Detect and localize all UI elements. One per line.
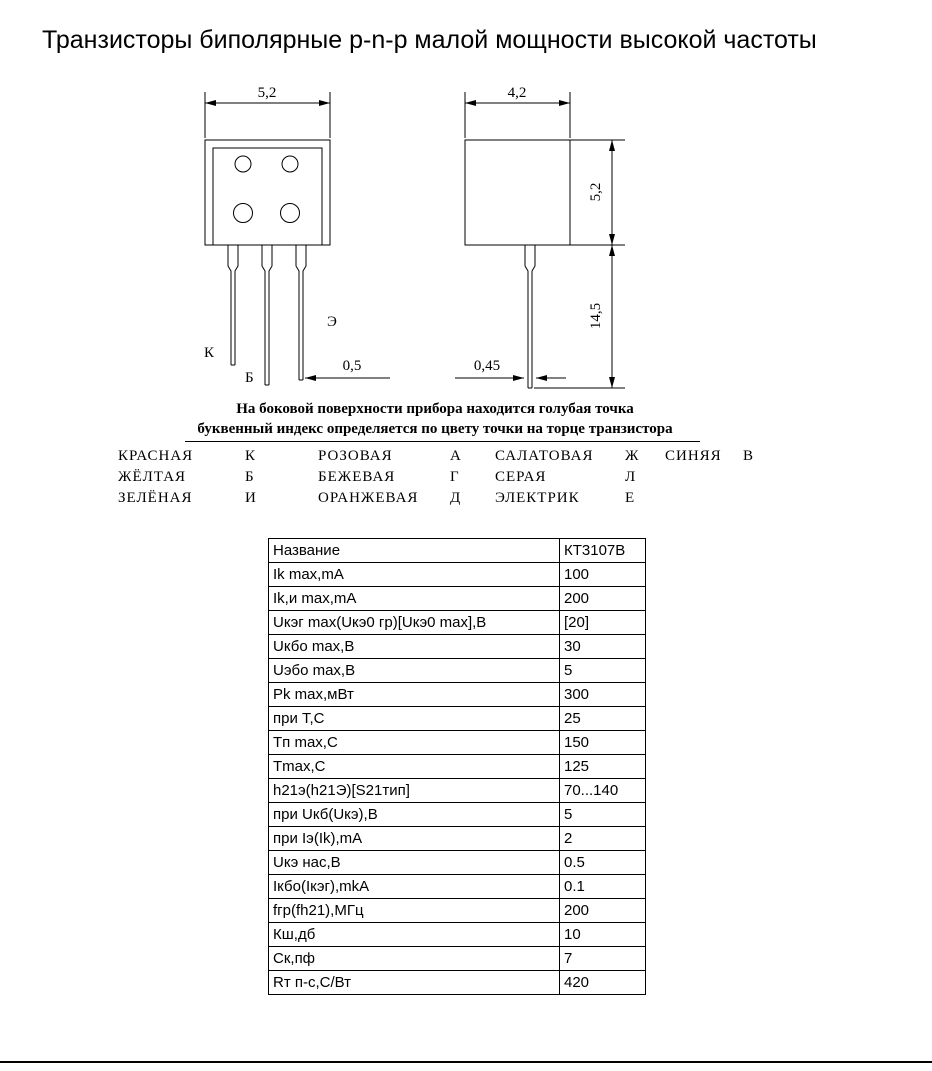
front-body-inner-outline	[213, 148, 322, 245]
param-row	[269, 587, 646, 611]
package-drawings	[0, 78, 932, 408]
side-body-outline	[465, 140, 570, 245]
divider-line	[185, 441, 700, 442]
page-title: Транзисторы биполярные p-n-p малой мощности высокой частоты	[42, 26, 817, 54]
param-value-cell: 125	[560, 755, 646, 779]
param-name-cell: Tп max,C	[269, 731, 560, 755]
param-value-cell: 200	[560, 587, 646, 611]
side-width-dim-label: 4,2	[507, 85, 527, 101]
param-name-cell: Rт п-с,C/Вт	[269, 971, 560, 995]
color-name-cell: БЕЖЕВАЯ	[318, 469, 396, 485]
param-value-cell: 5	[560, 803, 646, 827]
param-name-cell: Pk max,мВт	[269, 683, 560, 707]
param-row	[269, 755, 646, 779]
color-code-row	[118, 448, 790, 469]
color-letter-cell: К	[245, 448, 257, 464]
param-header-value: КТ3107В	[560, 539, 646, 563]
side-lead	[525, 245, 535, 388]
pin-label-base: Б	[245, 370, 254, 386]
color-letter-cell: И	[245, 490, 257, 506]
param-value-cell: 30	[560, 635, 646, 659]
color-letter-cell: Л	[625, 469, 637, 485]
param-row	[269, 827, 646, 851]
color-letter-cell: В	[743, 448, 755, 464]
color-code-body	[118, 448, 790, 511]
pin-label-collector: К	[204, 345, 215, 361]
color-letter-cell	[743, 469, 790, 490]
param-name-cell: Iкбо(Iкэг),mkA	[269, 875, 560, 899]
param-row	[269, 683, 646, 707]
color-name-cell: СИНЯЯ	[665, 448, 722, 464]
param-table-body	[269, 539, 646, 995]
front-width-dim-label: 5,2	[257, 85, 277, 101]
param-header-row	[269, 539, 646, 563]
color-name-cell: РОЗОВАЯ	[318, 448, 393, 464]
param-value-cell: 150	[560, 731, 646, 755]
param-row	[269, 563, 646, 587]
color-name-cell: СЕРАЯ	[495, 469, 547, 485]
color-letter-cell	[743, 490, 790, 511]
param-value-cell: 10	[560, 923, 646, 947]
note-line-2: буквенный индекс определяется по цвету точки на торце транзистора	[197, 421, 673, 437]
param-value-cell: 100	[560, 563, 646, 587]
param-name-cell: Ск,пф	[269, 947, 560, 971]
color-letter-cell: Г	[450, 469, 460, 485]
param-name-cell: Uкэг max(Uкэ0 гр)[Uкэ0 max],B	[269, 611, 560, 635]
param-name-cell: Кш,дб	[269, 923, 560, 947]
param-value-cell: 0.1	[560, 875, 646, 899]
param-row	[269, 875, 646, 899]
param-row	[269, 731, 646, 755]
color-letter-cell: Е	[625, 490, 636, 506]
param-value-cell: 420	[560, 971, 646, 995]
param-name-cell: Ik,и max,mA	[269, 587, 560, 611]
param-row	[269, 947, 646, 971]
color-name-cell	[665, 490, 743, 511]
color-code-row	[118, 469, 790, 490]
color-code-row	[118, 490, 790, 511]
color-letter-cell: Ж	[625, 448, 640, 464]
param-row	[269, 803, 646, 827]
page-bottom-border	[0, 1061, 932, 1063]
param-name-cell: h21э(h21Э)[S21тип]	[269, 779, 560, 803]
color-code-table	[118, 448, 790, 511]
note-line-1: На боковой поверхности прибора находится голубая точка	[236, 401, 634, 417]
color-name-cell: ОРАНЖЕВАЯ	[318, 490, 419, 506]
parameter-table	[268, 538, 646, 995]
param-row	[269, 899, 646, 923]
param-name-cell: Uкбо max,B	[269, 635, 560, 659]
param-value-cell: [20]	[560, 611, 646, 635]
front-lead-collector	[228, 245, 238, 365]
param-name-cell: Uэбо max,B	[269, 659, 560, 683]
param-row	[269, 851, 646, 875]
front-lead-emitter	[296, 245, 306, 380]
param-value-cell: 300	[560, 683, 646, 707]
param-value-cell: 70...140	[560, 779, 646, 803]
param-row	[269, 923, 646, 947]
pin-label-emitter: Э	[327, 314, 337, 330]
param-name-cell: при T,C	[269, 707, 560, 731]
color-letter-cell: Д	[450, 490, 462, 506]
param-name-cell: при Uкб(Uкэ),B	[269, 803, 560, 827]
param-name-cell: Ik max,mA	[269, 563, 560, 587]
side-height-dim-label: 5,2	[588, 182, 604, 202]
color-name-cell: ЖЁЛТАЯ	[118, 469, 187, 485]
param-value-cell: 0.5	[560, 851, 646, 875]
color-name-cell	[665, 469, 743, 490]
param-row	[269, 611, 646, 635]
front-lead-base	[262, 245, 272, 385]
notes-block	[115, 399, 755, 439]
color-name-cell: КРАСНАЯ	[118, 448, 194, 464]
param-row	[269, 635, 646, 659]
param-name-cell: fгр(fh21),МГц	[269, 899, 560, 923]
front-hole-bottom-right	[281, 204, 300, 223]
param-row	[269, 971, 646, 995]
color-letter-cell: А	[450, 448, 462, 464]
param-row	[269, 659, 646, 683]
color-name-cell: САЛАТОВАЯ	[495, 448, 594, 464]
param-name-cell: Tmax,C	[269, 755, 560, 779]
param-value-cell: 7	[560, 947, 646, 971]
param-row	[269, 779, 646, 803]
side-lead-width-dim-label: 0,45	[473, 358, 501, 374]
param-value-cell: 2	[560, 827, 646, 851]
param-name-cell: Uкэ нас,B	[269, 851, 560, 875]
param-value-cell: 200	[560, 899, 646, 923]
param-header-name: Название	[269, 539, 560, 563]
color-name-cell: ЭЛЕКТРИК	[495, 490, 580, 506]
param-value-cell: 5	[560, 659, 646, 683]
param-value-cell: 25	[560, 707, 646, 731]
front-hole-bottom-left	[234, 204, 253, 223]
param-row	[269, 707, 646, 731]
param-name-cell: при Iэ(Ik),mA	[269, 827, 560, 851]
color-name-cell: ЗЕЛЁНАЯ	[118, 490, 193, 506]
side-lead-length-dim-label: 14,5	[588, 302, 604, 330]
color-letter-cell: Б	[245, 469, 255, 485]
front-body-outline	[205, 140, 330, 245]
front-lead-width-dim-label: 0,5	[342, 358, 362, 374]
front-hole-top-left	[235, 156, 251, 172]
side-dim-extensions-right	[534, 140, 625, 388]
front-hole-top-right	[282, 156, 298, 172]
